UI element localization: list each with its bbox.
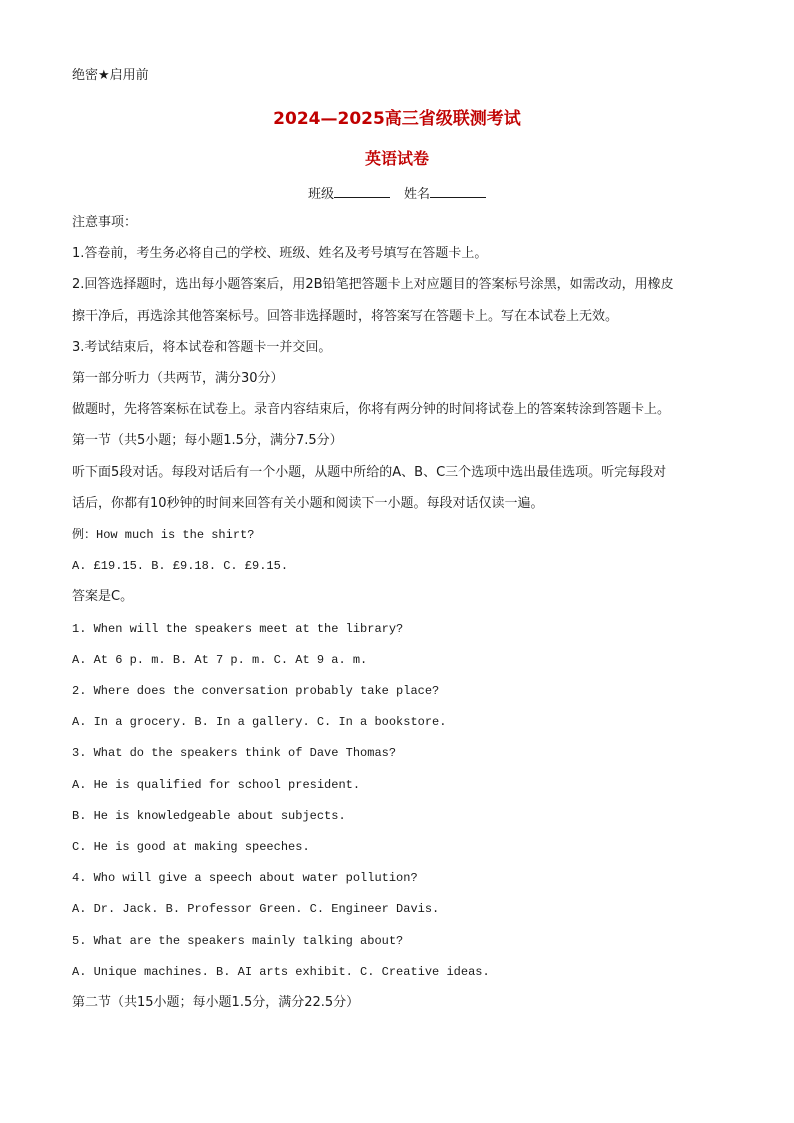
name-blank[interactable] [430, 185, 486, 198]
secret-mark: 绝密★启用前 [72, 68, 149, 83]
question-1-options: A. At 6 p. m. B. At 7 p. m. C. At 9 a. m. [72, 653, 368, 667]
question-5: 5. What are the speakers mainly talking about? [72, 934, 404, 948]
section1-instruction-line-2: 话后，你都有10秒钟的时间来回答有关小题和阅读下一小题。每段对话仅读一遍。 [72, 496, 544, 511]
part1-heading: 第一部分听力（共两节，满分30分） [72, 371, 284, 386]
class-label: 班级 [307, 187, 334, 202]
question-2-options: A. In a grocery. B. In a gallery. C. In a bookstore. [72, 715, 447, 729]
example-options: A. £19.15. B. £9.18. C. £9.15. [72, 559, 289, 573]
question-3-option-c: C. He is good at making speeches. [72, 840, 310, 854]
section1-instruction-line-1: 听下面5段对话。每段对话后有一个小题，从题中所给的A、B、C三个选项中选出最佳选项。听完每段对 [72, 465, 667, 480]
question-4: 4. Who will give a speech about water pollution? [72, 871, 418, 885]
question-5-options: A. Unique machines. B. AI arts exhibit. C. Creative ideas. [72, 965, 490, 979]
section1-heading: 第一节（共5小题；每小题1.5分，满分7.5分） [72, 433, 343, 448]
question-4-options: A. Dr. Jack. B. Professor Green. C. Engineer Davis. [72, 902, 440, 916]
notes-item-3: 3.考试结束后，将本试卷和答题卡一并交回。 [72, 340, 332, 355]
question-3-option-b: B. He is knowledgeable about subjects. [72, 809, 346, 823]
question-2: 2. Where does the conversation probably take place? [72, 684, 440, 698]
question-1: 1. When will the speakers meet at the library? [72, 622, 404, 636]
exam-subtitle: 英语试卷 [364, 149, 429, 168]
name-label: 姓名 [404, 187, 431, 202]
question-3-option-a: A. He is qualified for school president. [72, 778, 361, 792]
part1-instruction: 做题时，先将答案标在试卷上。录音内容结束后，你将有两分钟的时间将试卷上的答案转涂到答题卡上。 [72, 402, 671, 417]
example-answer: 答案是C。 [72, 589, 134, 604]
exam-title: 2024—2025高三省级联测考试 [273, 109, 521, 129]
notes-heading: 注意事项： [72, 215, 138, 230]
notes-item-2-line-2: 擦干净后，再选涂其他答案标号。回答非选择题时，将答案写在答题卡上。写在本试卷上无效。 [72, 309, 619, 324]
notes-item-1: 1.答卷前，考生务必将自己的学校、班级、姓名及考号填写在答题卡上。 [72, 246, 488, 261]
class-blank[interactable] [334, 185, 390, 198]
question-3: 3. What do the speakers think of Dave Thomas? [72, 746, 397, 760]
section2-heading: 第二节（共15小题；每小题1.5分，满分22.5分） [72, 995, 360, 1010]
notes-item-2-line-1: 2.回答选择题时，选出每小题答案后，用2B铅笔把答题卡上对应题目的答案标号涂黑，如需改动，用橡皮 [72, 277, 674, 292]
example-question: 例：How much is the shirt? [72, 528, 255, 542]
student-info-line [0, 183, 794, 202]
